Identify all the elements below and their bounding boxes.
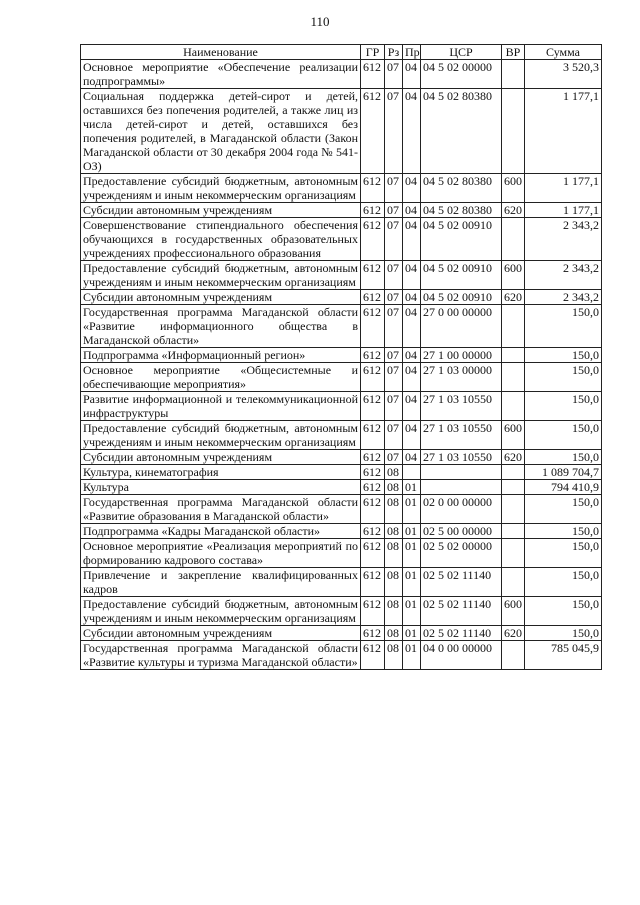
row-name-cell: Основное мероприятие «Реализация мероприятий по формированию кадрового состава» <box>81 539 361 568</box>
table-row <box>81 597 602 626</box>
row-name-cell: Основное мероприятие «Общесистемные и обеспечивающие мероприятия» <box>81 363 361 392</box>
row-csr-cell: 02 5 02 00000 <box>421 539 502 568</box>
row-rz-cell: 07 <box>385 392 403 421</box>
row-sum-cell: 794 410,9 <box>525 480 602 495</box>
row-rz-cell: 08 <box>385 641 403 670</box>
row-gr-cell: 612 <box>361 363 385 392</box>
row-csr-cell: 02 5 02 11140 <box>421 597 502 626</box>
row-vr-cell <box>502 539 525 568</box>
row-csr-cell: 04 5 02 80380 <box>421 89 502 174</box>
row-pr-cell <box>403 465 421 480</box>
row-name-cell: Предоставление субсидий бюджетным, автономным учреждениям и иным некоммерческим организациям <box>81 421 361 450</box>
row-name-cell: Субсидии автономным учреждениям <box>81 626 361 641</box>
row-pr-cell: 04 <box>403 305 421 348</box>
row-sum-cell: 2 343,2 <box>525 261 602 290</box>
row-pr-cell: 04 <box>403 60 421 89</box>
row-vr-cell <box>502 641 525 670</box>
row-gr-cell: 612 <box>361 597 385 626</box>
header-gr: ГР <box>361 45 385 60</box>
row-gr-cell: 612 <box>361 495 385 524</box>
row-rz-cell: 08 <box>385 539 403 568</box>
row-gr-cell: 612 <box>361 641 385 670</box>
table-row <box>81 392 602 421</box>
table-row <box>81 568 602 597</box>
row-vr-cell: 620 <box>502 626 525 641</box>
row-name-cell: Предоставление субсидий бюджетным, автономным учреждениям и иным некоммерческим организациям <box>81 174 361 203</box>
header-rz: Рз <box>385 45 403 60</box>
row-csr-cell: 27 1 03 10550 <box>421 392 502 421</box>
table-row <box>81 495 602 524</box>
row-vr-cell <box>502 218 525 261</box>
row-rz-cell: 08 <box>385 495 403 524</box>
row-csr-cell: 04 5 02 00000 <box>421 60 502 89</box>
row-csr-cell: 02 5 00 00000 <box>421 524 502 539</box>
header-csr: ЦСР <box>421 45 502 60</box>
table-row <box>81 261 602 290</box>
table-row <box>81 465 602 480</box>
row-vr-cell: 620 <box>502 450 525 465</box>
row-rz-cell: 07 <box>385 174 403 203</box>
row-rz-cell: 07 <box>385 218 403 261</box>
row-pr-cell: 04 <box>403 174 421 203</box>
row-rz-cell: 07 <box>385 421 403 450</box>
row-sum-cell: 3 520,3 <box>525 60 602 89</box>
row-rz-cell: 07 <box>385 60 403 89</box>
row-csr-cell: 02 5 02 11140 <box>421 568 502 597</box>
table-row <box>81 421 602 450</box>
row-vr-cell: 600 <box>502 421 525 450</box>
table-row <box>81 60 602 89</box>
table-row <box>81 450 602 465</box>
row-rz-cell: 07 <box>385 203 403 218</box>
row-sum-cell: 150,0 <box>525 348 602 363</box>
row-pr-cell: 04 <box>403 348 421 363</box>
row-vr-cell <box>502 363 525 392</box>
row-vr-cell <box>502 305 525 348</box>
row-name-cell: Подпрограмма «Кадры Магаданской области» <box>81 524 361 539</box>
row-vr-cell: 620 <box>502 290 525 305</box>
row-name-cell: Государственная программа Магаданской области «Развитие культуры и туризма Магаданской области» <box>81 641 361 670</box>
row-pr-cell: 01 <box>403 495 421 524</box>
row-rz-cell: 07 <box>385 89 403 174</box>
row-rz-cell: 07 <box>385 290 403 305</box>
row-gr-cell: 612 <box>361 421 385 450</box>
row-sum-cell: 150,0 <box>525 421 602 450</box>
row-vr-cell <box>502 568 525 597</box>
row-csr-cell: 27 0 00 00000 <box>421 305 502 348</box>
row-csr-cell: 04 5 02 80380 <box>421 174 502 203</box>
row-csr-cell: 04 5 02 80380 <box>421 203 502 218</box>
header-sum: Сумма <box>525 45 602 60</box>
row-csr-cell: 04 0 00 00000 <box>421 641 502 670</box>
row-rz-cell: 08 <box>385 480 403 495</box>
row-sum-cell: 150,0 <box>525 495 602 524</box>
row-sum-cell: 1 177,1 <box>525 89 602 174</box>
row-name-cell: Предоставление субсидий бюджетным, автономным учреждениям и иным некоммерческим организациям <box>81 597 361 626</box>
row-pr-cell: 04 <box>403 290 421 305</box>
row-gr-cell: 612 <box>361 626 385 641</box>
row-pr-cell: 04 <box>403 89 421 174</box>
table-row <box>81 626 602 641</box>
row-pr-cell: 01 <box>403 626 421 641</box>
row-pr-cell: 01 <box>403 480 421 495</box>
row-sum-cell: 1 177,1 <box>525 174 602 203</box>
row-gr-cell: 612 <box>361 305 385 348</box>
row-vr-cell: 600 <box>502 261 525 290</box>
row-gr-cell: 612 <box>361 174 385 203</box>
row-rz-cell: 08 <box>385 568 403 597</box>
header-vr: ВР <box>502 45 525 60</box>
row-pr-cell: 01 <box>403 597 421 626</box>
row-pr-cell: 01 <box>403 641 421 670</box>
row-pr-cell: 04 <box>403 218 421 261</box>
row-rz-cell: 07 <box>385 348 403 363</box>
row-sum-cell: 150,0 <box>525 305 602 348</box>
row-csr-cell: 27 1 03 10550 <box>421 421 502 450</box>
row-csr-cell: 02 5 02 11140 <box>421 626 502 641</box>
row-sum-cell: 2 343,2 <box>525 218 602 261</box>
row-sum-cell: 150,0 <box>525 524 602 539</box>
row-gr-cell: 612 <box>361 218 385 261</box>
table-row <box>81 203 602 218</box>
row-vr-cell <box>502 495 525 524</box>
row-sum-cell: 785 045,9 <box>525 641 602 670</box>
row-rz-cell: 08 <box>385 524 403 539</box>
row-name-cell: Культура <box>81 480 361 495</box>
row-sum-cell: 150,0 <box>525 363 602 392</box>
row-gr-cell: 612 <box>361 203 385 218</box>
row-name-cell: Развитие информационной и телекоммуникационной инфраструктуры <box>81 392 361 421</box>
budget-table <box>80 44 602 670</box>
row-gr-cell: 612 <box>361 261 385 290</box>
row-sum-cell: 150,0 <box>525 568 602 597</box>
table-row <box>81 641 602 670</box>
table-row <box>81 480 602 495</box>
row-name-cell: Субсидии автономным учреждениям <box>81 290 361 305</box>
table-row <box>81 363 602 392</box>
row-gr-cell: 612 <box>361 480 385 495</box>
header-name: Наименование <box>81 45 361 60</box>
table-row <box>81 174 602 203</box>
table-header-row <box>81 45 602 60</box>
table-row <box>81 305 602 348</box>
row-sum-cell: 1 089 704,7 <box>525 465 602 480</box>
row-csr-cell <box>421 465 502 480</box>
row-pr-cell: 04 <box>403 392 421 421</box>
table-row <box>81 290 602 305</box>
row-rz-cell: 08 <box>385 626 403 641</box>
row-rz-cell: 07 <box>385 305 403 348</box>
row-sum-cell: 150,0 <box>525 539 602 568</box>
row-pr-cell: 01 <box>403 524 421 539</box>
row-gr-cell: 612 <box>361 568 385 597</box>
row-sum-cell: 150,0 <box>525 597 602 626</box>
row-gr-cell: 612 <box>361 539 385 568</box>
table-row <box>81 348 602 363</box>
row-name-cell: Социальная поддержка детей-сирот и детей, оставшихся без попечения родителей, а также лиц из числа детей-сирот и детей, оставшихся без попечения родителей, в Магаданской области (Закон Магаданской области от 30 декабря 2004 года № 541-ОЗ) <box>81 89 361 174</box>
row-name-cell: Культура, кинематография <box>81 465 361 480</box>
row-vr-cell <box>502 392 525 421</box>
row-rz-cell: 08 <box>385 597 403 626</box>
row-sum-cell: 150,0 <box>525 626 602 641</box>
table-row <box>81 218 602 261</box>
row-name-cell: Подпрограмма «Информационный регион» <box>81 348 361 363</box>
row-rz-cell: 08 <box>385 465 403 480</box>
row-gr-cell: 612 <box>361 524 385 539</box>
row-name-cell: Субсидии автономным учреждениям <box>81 203 361 218</box>
page-number: 110 <box>310 14 330 29</box>
row-vr-cell <box>502 89 525 174</box>
row-pr-cell: 04 <box>403 363 421 392</box>
row-rz-cell: 07 <box>385 261 403 290</box>
row-vr-cell <box>502 465 525 480</box>
table-row <box>81 524 602 539</box>
row-pr-cell: 01 <box>403 568 421 597</box>
row-pr-cell: 04 <box>403 421 421 450</box>
row-sum-cell: 2 343,2 <box>525 290 602 305</box>
table-row <box>81 539 602 568</box>
row-csr-cell: 27 1 03 10550 <box>421 450 502 465</box>
row-csr-cell: 27 1 03 00000 <box>421 363 502 392</box>
header-pr: Пр <box>403 45 421 60</box>
row-csr-cell: 27 1 00 00000 <box>421 348 502 363</box>
row-rz-cell: 07 <box>385 450 403 465</box>
row-gr-cell: 612 <box>361 290 385 305</box>
row-gr-cell: 612 <box>361 60 385 89</box>
row-vr-cell: 600 <box>502 174 525 203</box>
row-csr-cell: 02 0 00 00000 <box>421 495 502 524</box>
table-body <box>81 60 602 670</box>
row-name-cell: Совершенствование стипендиального обеспечения обучающихся в государственных образовательных учреждениях профессионального образования <box>81 218 361 261</box>
row-pr-cell: 04 <box>403 450 421 465</box>
row-name-cell: Основное мероприятие «Обеспечение реализации подпрограммы» <box>81 60 361 89</box>
row-gr-cell: 612 <box>361 89 385 174</box>
row-vr-cell: 600 <box>502 597 525 626</box>
row-vr-cell <box>502 524 525 539</box>
row-pr-cell: 04 <box>403 261 421 290</box>
row-name-cell: Предоставление субсидий бюджетным, автономным учреждениям и иным некоммерческим организациям <box>81 261 361 290</box>
row-sum-cell: 1 177,1 <box>525 203 602 218</box>
row-gr-cell: 612 <box>361 465 385 480</box>
row-name-cell: Привлечение и закрепление квалифицированных кадров <box>81 568 361 597</box>
row-name-cell: Субсидии автономным учреждениям <box>81 450 361 465</box>
row-gr-cell: 612 <box>361 348 385 363</box>
row-vr-cell <box>502 60 525 89</box>
row-vr-cell <box>502 348 525 363</box>
row-name-cell: Государственная программа Магаданской области «Развитие образования в Магаданской области» <box>81 495 361 524</box>
row-rz-cell: 07 <box>385 363 403 392</box>
row-gr-cell: 612 <box>361 450 385 465</box>
row-gr-cell: 612 <box>361 392 385 421</box>
row-vr-cell <box>502 480 525 495</box>
row-pr-cell: 04 <box>403 203 421 218</box>
row-pr-cell: 01 <box>403 539 421 568</box>
row-csr-cell <box>421 480 502 495</box>
row-sum-cell: 150,0 <box>525 450 602 465</box>
row-vr-cell: 620 <box>502 203 525 218</box>
table-row <box>81 89 602 174</box>
row-name-cell: Государственная программа Магаданской области «Развитие информационного общества в Магаданской области» <box>81 305 361 348</box>
row-sum-cell: 150,0 <box>525 392 602 421</box>
row-csr-cell: 04 5 02 00910 <box>421 261 502 290</box>
row-csr-cell: 04 5 02 00910 <box>421 290 502 305</box>
row-csr-cell: 04 5 02 00910 <box>421 218 502 261</box>
